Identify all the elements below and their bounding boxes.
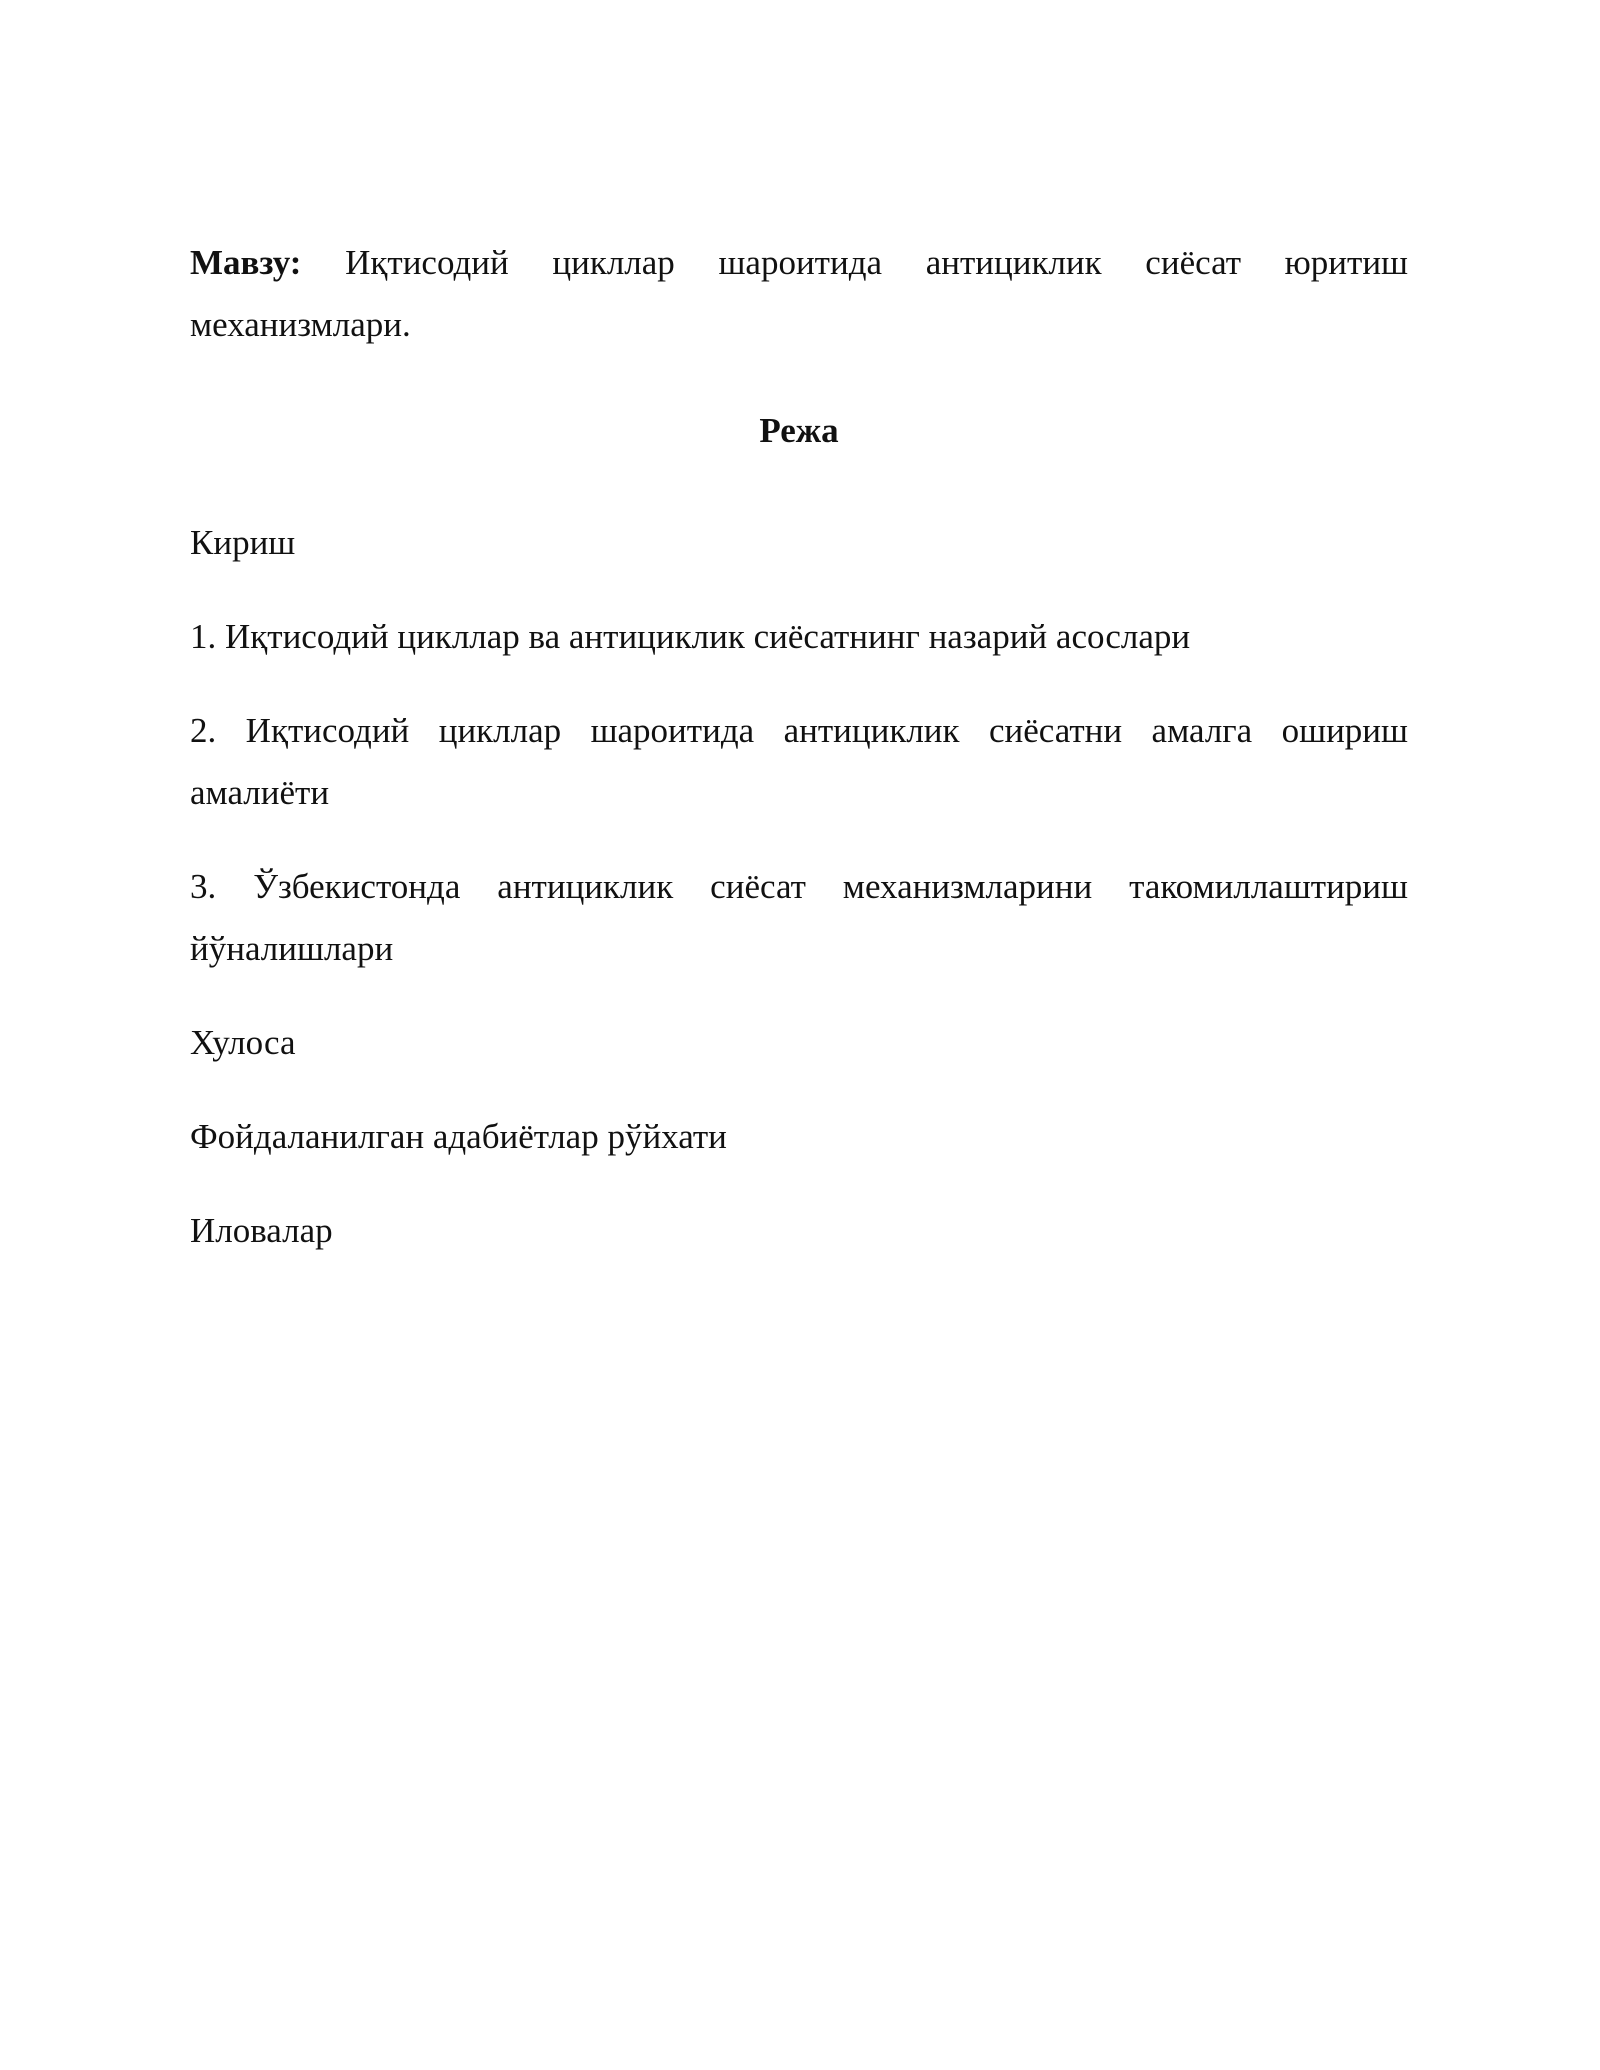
plan-item-2: 2. Иқтисодий цикллар шароитида антициклик сиёсатни амалга ошириш амалиёти — [190, 711, 1408, 812]
topic-paragraph — [190, 232, 1408, 356]
plan-item-conclusion: Хулоса — [190, 1023, 296, 1062]
plan-item-introduction: Кириш — [190, 523, 296, 562]
plan-title: Режа — [759, 411, 839, 450]
plan-item-references: Фойдаланилган адабиётлар рўйхати — [190, 1117, 727, 1156]
topic-text: Иқтисодий цикллар шароитида антициклик сиёсат юритиш механизмлари. — [190, 243, 1408, 344]
document-page — [190, 232, 1408, 1294]
topic-label: Мавзу: — [190, 243, 302, 282]
plan-item-3: 3. Ўзбекистонда антициклик сиёсат механизмларини такомиллаштириш йўналишлари — [190, 867, 1408, 968]
plan-item-appendices: Иловалар — [190, 1211, 333, 1250]
plan-item-1: 1. Иқтисодий цикллар ва антициклик сиёсатнинг назарий асослари — [190, 617, 1191, 656]
